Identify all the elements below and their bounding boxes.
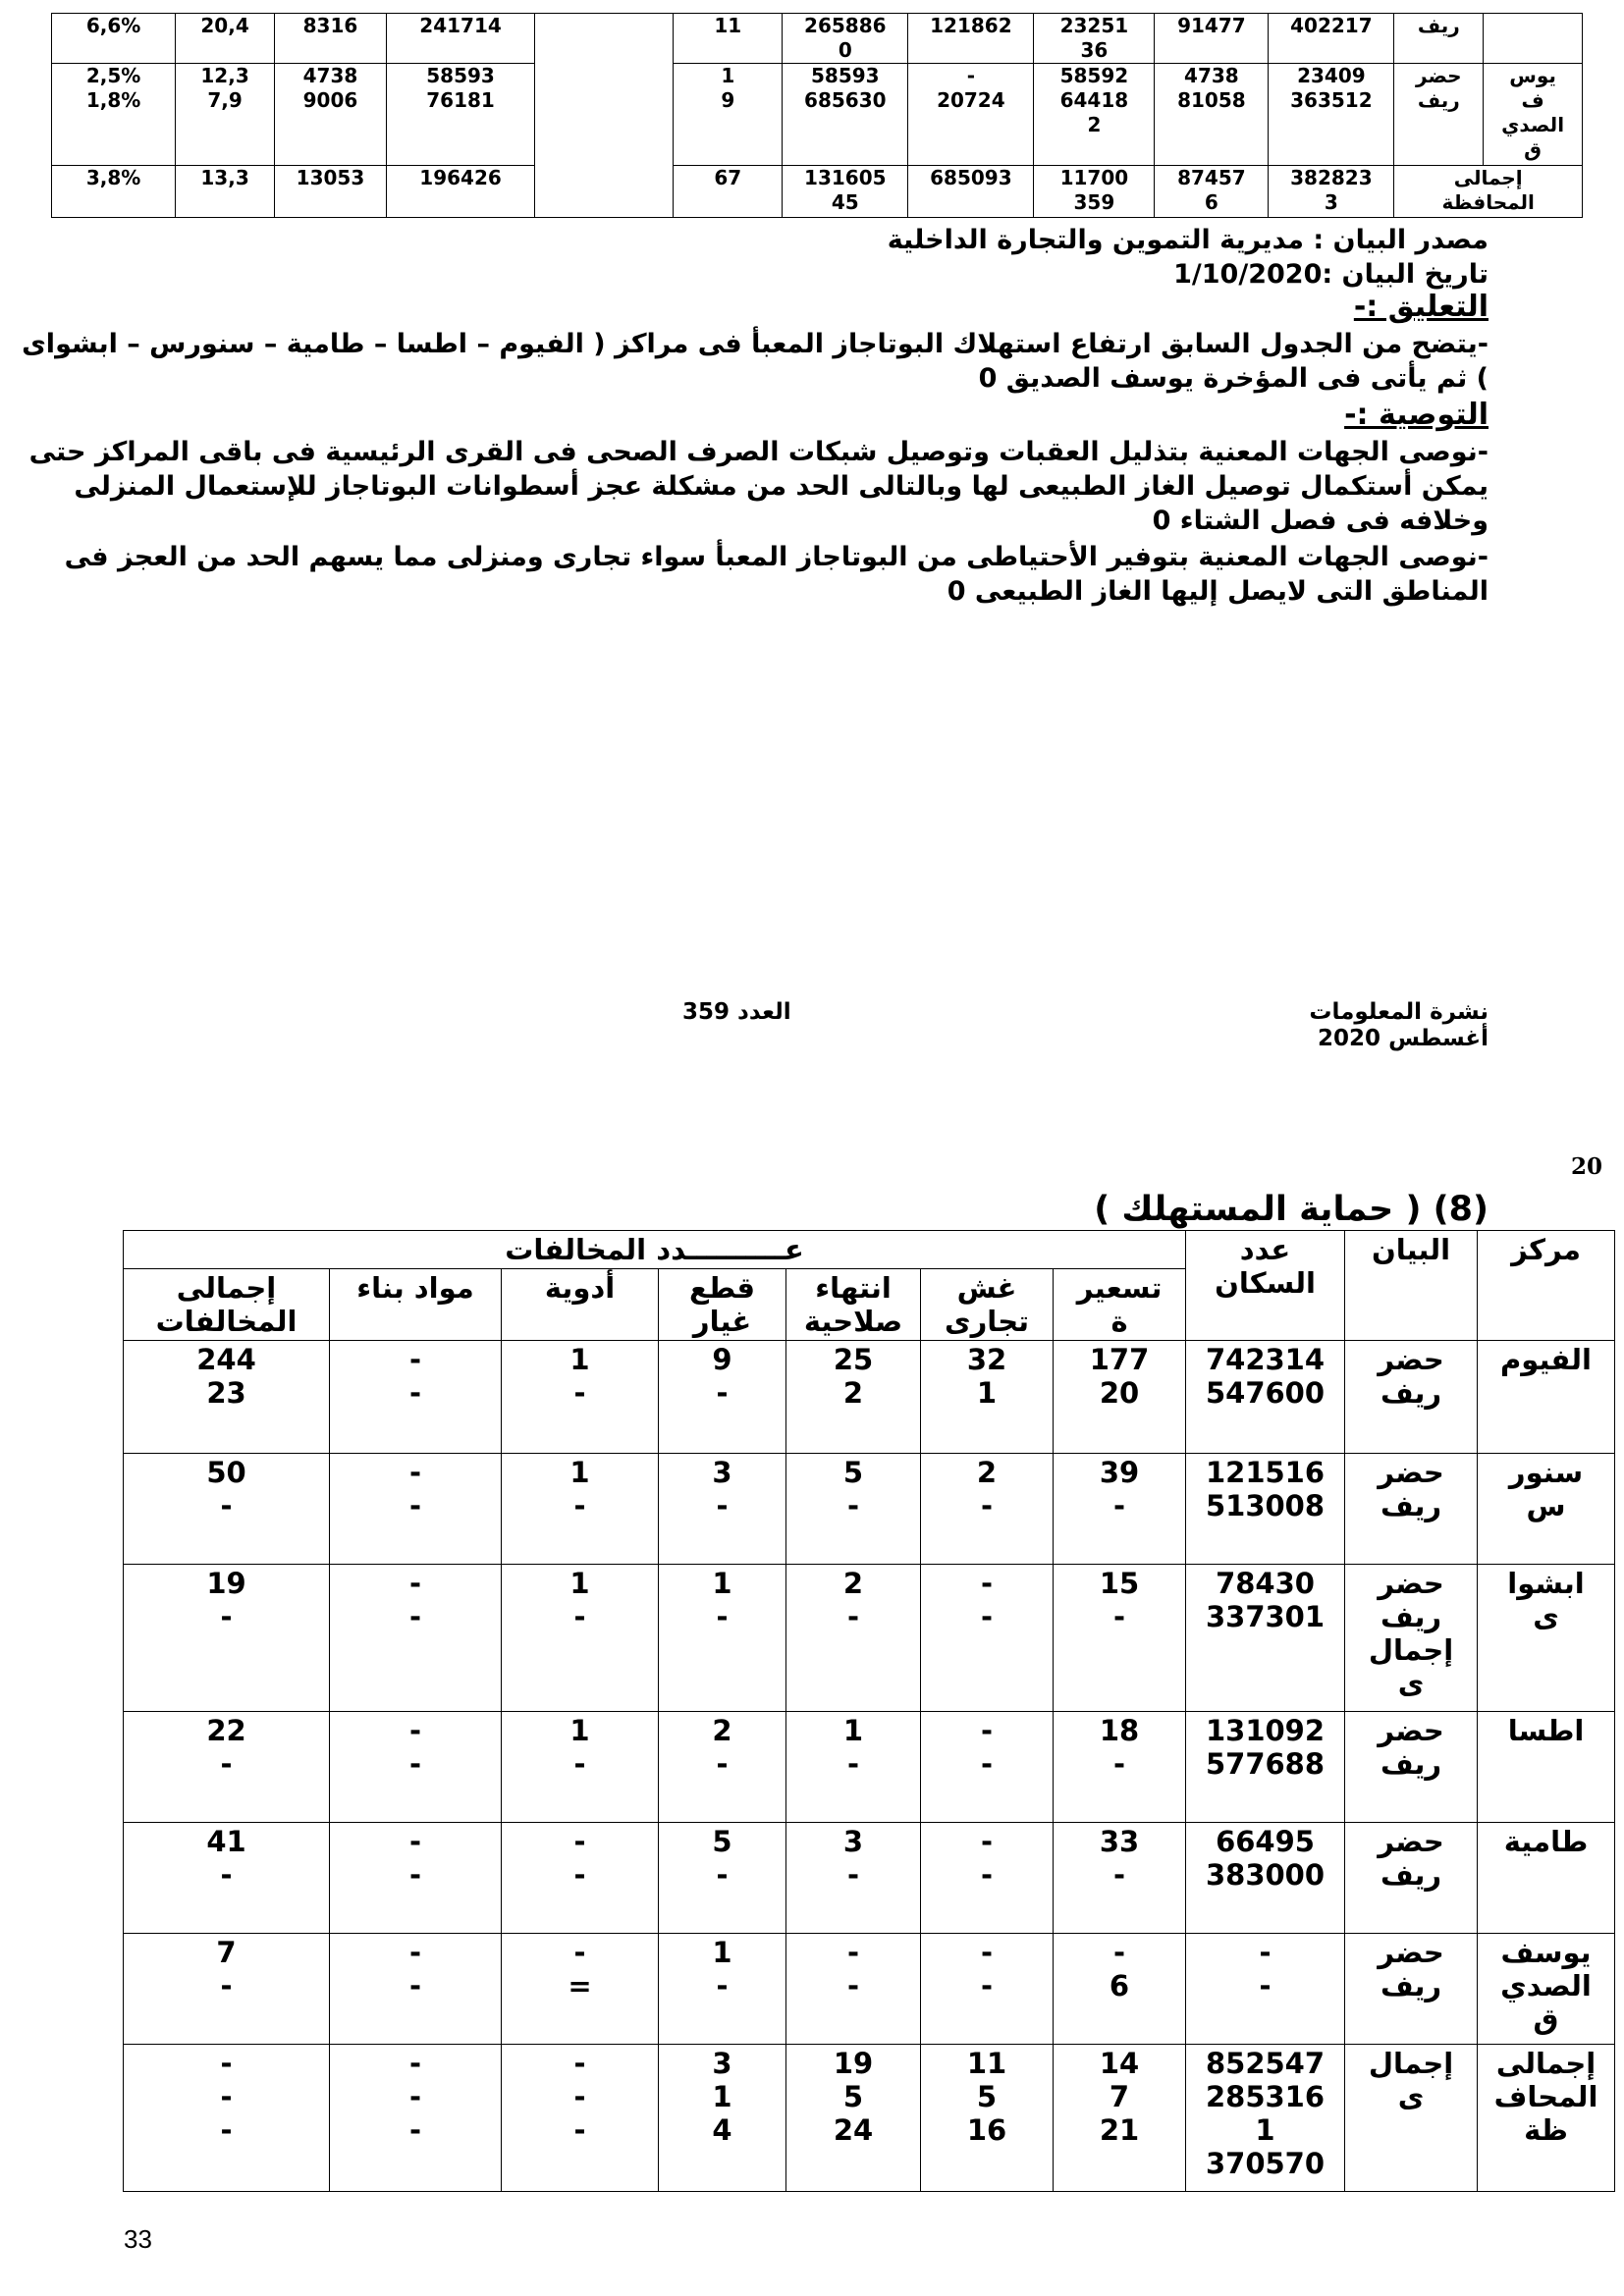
cell-fraud: 11 5 16 bbox=[921, 2045, 1054, 2192]
recommendation-1: -نوصى الجهات المعنية بتذليل العقبات وتوصيل شبكات الصرف الصحى فى القرى الرئيسية فى باقى المراكز حتى يمكن أستكمال توصيل الغاز الطبيعى لها وبالتالى الحد من مشكلة عجز أسطوانات البوتاجاز للإستعمال المنزلى وخلافه فى فصل الشتاء 0 bbox=[28, 437, 1489, 536]
table-row bbox=[52, 14, 1583, 64]
cell-population: 742314 547600 bbox=[1186, 1341, 1345, 1454]
header-total: إجمالى المخالفات bbox=[124, 1269, 330, 1341]
table-cell: 23409 363512 bbox=[1269, 64, 1394, 166]
cell-fraud: - - bbox=[921, 1565, 1054, 1712]
header-medicines: أدوية bbox=[502, 1269, 659, 1341]
header-row bbox=[124, 1231, 1615, 1269]
table-cell: 58593 685630 bbox=[783, 64, 908, 166]
header-center: مركز bbox=[1478, 1231, 1615, 1341]
table-cell: 196426 bbox=[386, 166, 534, 218]
cell-statement: حضر ريف bbox=[1345, 1934, 1478, 2045]
cell-population: 131092 577688 bbox=[1186, 1712, 1345, 1823]
cell-spare: 5 - bbox=[659, 1823, 786, 1934]
cell-statement: حضر ريف إجمال ى bbox=[1345, 1565, 1478, 1712]
table-cell bbox=[1484, 14, 1583, 64]
table-row bbox=[124, 1454, 1615, 1565]
cell-building: - - bbox=[330, 1712, 502, 1823]
issue-number: العدد 359 bbox=[682, 999, 791, 1025]
cell-statement: حضر ريف bbox=[1345, 1712, 1478, 1823]
cell-total: 50 - bbox=[124, 1454, 330, 1565]
table-cell: يوس ف الصدي ق bbox=[1484, 64, 1583, 166]
cell-fraud: - - bbox=[921, 1823, 1054, 1934]
cell-expiry: 5 - bbox=[786, 1454, 921, 1565]
table-cell: 58592 64418 2 bbox=[1034, 64, 1155, 166]
cell-spare: 2 - bbox=[659, 1712, 786, 1823]
table-cell: 67 bbox=[674, 166, 783, 218]
cell-total: 19 - bbox=[124, 1565, 330, 1712]
table-cell: 121862 bbox=[908, 14, 1034, 64]
cell-medicines: 1 - bbox=[502, 1712, 659, 1823]
cell-spare: 9 - bbox=[659, 1341, 786, 1454]
table-cell: 91477 bbox=[1155, 14, 1269, 64]
table-row bbox=[124, 2045, 1615, 2192]
comment-heading-wrap bbox=[16, 290, 1489, 325]
table-cell: حضر ريف bbox=[1394, 64, 1484, 166]
cell-building: - - bbox=[330, 1341, 502, 1454]
cell-total: 22 - bbox=[124, 1712, 330, 1823]
cell-building: - - bbox=[330, 1565, 502, 1712]
cell-expiry: - - bbox=[786, 1934, 921, 2045]
cell-total: 244 23 bbox=[124, 1341, 330, 1454]
cell-pricing: 15 - bbox=[1054, 1565, 1186, 1712]
cell-center: ابشوا ى bbox=[1478, 1565, 1615, 1712]
cell-population: 121516 513008 bbox=[1186, 1454, 1345, 1565]
table-cell: 3,8% bbox=[52, 166, 176, 218]
cell-expiry: 19 5 24 bbox=[786, 2045, 921, 2192]
table-row bbox=[124, 1823, 1615, 1934]
table-cell: 131605 45 bbox=[783, 166, 908, 218]
cell-pricing: 39 - bbox=[1054, 1454, 1186, 1565]
table-cell: - 20724 bbox=[908, 64, 1034, 166]
cell-statement: حضر ريف bbox=[1345, 1823, 1478, 1934]
cell-building: - - bbox=[330, 1934, 502, 2045]
table-cell: 12,3 7,9 bbox=[176, 64, 275, 166]
cell-fraud: 32 1 bbox=[921, 1341, 1054, 1454]
cell-population: - - bbox=[1186, 1934, 1345, 2045]
cell-total: 41 - bbox=[124, 1823, 330, 1934]
table-cell: 685093 bbox=[908, 166, 1034, 218]
cell-statement: حضر ريف bbox=[1345, 1341, 1478, 1454]
violations-table bbox=[123, 1230, 1615, 2192]
table-cell: إجمالى المحافظة bbox=[1394, 166, 1583, 218]
cell-spare: 3 1 4 bbox=[659, 2045, 786, 2192]
cell-pricing: 18 - bbox=[1054, 1712, 1186, 1823]
cell-spare: 3 - bbox=[659, 1454, 786, 1565]
cell-expiry: 2 - bbox=[786, 1565, 921, 1712]
cell-population: 852547 285316 1 370570 bbox=[1186, 2045, 1345, 2192]
cell-fraud: 2 - bbox=[921, 1454, 1054, 1565]
table-cell: 4738 81058 bbox=[1155, 64, 1269, 166]
table-cell: 2,5% 1,8% bbox=[52, 64, 176, 166]
cell-medicines: - - bbox=[502, 1823, 659, 1934]
table-cell: 87457 6 bbox=[1155, 166, 1269, 218]
cell-center: سنور س bbox=[1478, 1454, 1615, 1565]
cell-center: يوسف الصدي ق bbox=[1478, 1934, 1615, 2045]
cell-pricing: 33 - bbox=[1054, 1823, 1186, 1934]
table-row bbox=[124, 1712, 1615, 1823]
cell-medicines: - - - bbox=[502, 2045, 659, 2192]
bulletin-month: أغسطس 2020 bbox=[1318, 1026, 1489, 1051]
cell-fraud: - - bbox=[921, 1712, 1054, 1823]
cell-pricing: 177 20 bbox=[1054, 1341, 1186, 1454]
source-note: مصدر البيان : مديرية التموين والتجارة الداخلية bbox=[887, 225, 1489, 255]
table-cell: 4738 9006 bbox=[274, 64, 386, 166]
cell-building: - - - bbox=[330, 2045, 502, 2192]
table-cell: 13,3 bbox=[176, 166, 275, 218]
table-cell: 20,4 bbox=[176, 14, 275, 64]
table-cell: 11700 359 bbox=[1034, 166, 1155, 218]
cell-total: 7 - bbox=[124, 1934, 330, 2045]
cell-center: اطسا bbox=[1478, 1712, 1615, 1823]
date-note: تاريخ البيان :1/10/2020 bbox=[1173, 259, 1489, 290]
table-cell: 23251 36 bbox=[1034, 14, 1155, 64]
cell-expiry: 1 - bbox=[786, 1712, 921, 1823]
cell-statement: حضر ريف bbox=[1345, 1454, 1478, 1565]
table-cell: 402217 bbox=[1269, 14, 1394, 64]
table-cell: 13053 bbox=[274, 166, 386, 218]
cell-building: - - bbox=[330, 1454, 502, 1565]
recommend-heading: التوصية :- bbox=[1344, 398, 1489, 432]
page-number: 33 bbox=[124, 2224, 152, 2254]
header-fraud: غش تجارى bbox=[921, 1269, 1054, 1341]
table-row bbox=[124, 1934, 1615, 2045]
cell-fraud: - - bbox=[921, 1934, 1054, 2045]
table-cell: 265886 0 bbox=[783, 14, 908, 64]
cell-building: - - bbox=[330, 1823, 502, 1934]
table-cell: 241714 bbox=[386, 14, 534, 64]
cell-medicines: - = bbox=[502, 1934, 659, 2045]
cell-medicines: 1 - bbox=[502, 1565, 659, 1712]
recommendation-2: -نوصى الجهات المعنية بتوفير الأحتياطى من البوتاجاز المعبأ سواء تجارى ومنزلى مما يسهم الحد من العجز فى المناطق التى لايصل إليها الغاز الطبيعى 0 bbox=[64, 542, 1489, 607]
table-cell-empty bbox=[535, 14, 674, 218]
table-cell: 382823 3 bbox=[1269, 166, 1394, 218]
table-row bbox=[124, 1565, 1615, 1712]
table-row bbox=[52, 166, 1583, 218]
comment-text: -يتضح من الجدول السابق ارتفاع استهلاك البوتاجاز المعبأ فى مراكز ( الفيوم – اطسا – طامية – سنورس – ابشواى ) ثم يأتى فى المؤخرة يوسف الصديق 0 bbox=[22, 329, 1489, 394]
cell-expiry: 3 - bbox=[786, 1823, 921, 1934]
header-building: مواد بناء bbox=[330, 1269, 502, 1341]
table-cell: 8316 bbox=[274, 14, 386, 64]
cell-spare: 1 - bbox=[659, 1934, 786, 2045]
table-row bbox=[52, 64, 1583, 166]
table-row bbox=[124, 1341, 1615, 1454]
table-cell: 6,6% bbox=[52, 14, 176, 64]
header-population: عدد السكان bbox=[1186, 1231, 1345, 1341]
header-spare-parts: قطع غيار bbox=[659, 1269, 786, 1341]
header-expiry: انتهاء صلاحية bbox=[786, 1269, 921, 1341]
cell-population: 78430 337301 bbox=[1186, 1565, 1345, 1712]
table-cell: ريف bbox=[1394, 14, 1484, 64]
table-cell: 58593 76181 bbox=[386, 64, 534, 166]
cell-center: إجمالى المحاف ظة bbox=[1478, 2045, 1615, 2192]
cell-pricing: 14 7 21 bbox=[1054, 2045, 1186, 2192]
consumption-table bbox=[51, 13, 1583, 218]
comment-heading: التعليق :- bbox=[1353, 290, 1489, 324]
section-title: (8) ( حماية المستهلك ) bbox=[1094, 1190, 1489, 1229]
cell-medicines: 1 - bbox=[502, 1341, 659, 1454]
cell-expiry: 25 2 bbox=[786, 1341, 921, 1454]
table-cell: 11 bbox=[674, 14, 783, 64]
cell-total: - - - bbox=[124, 2045, 330, 2192]
cell-center: طامية bbox=[1478, 1823, 1615, 1934]
cell-statement: إجمال ى bbox=[1345, 2045, 1478, 2192]
header-pricing: تسعير ة bbox=[1054, 1269, 1186, 1341]
header-violations: عــــــــــدد المخالفات bbox=[124, 1231, 1186, 1269]
cell-center: الفيوم bbox=[1478, 1341, 1615, 1454]
cell-medicines: 1 - bbox=[502, 1454, 659, 1565]
cell-spare: 1 - bbox=[659, 1565, 786, 1712]
table-cell: 1 9 bbox=[674, 64, 783, 166]
header-statement: البيان bbox=[1345, 1231, 1478, 1341]
cell-pricing: - 6 bbox=[1054, 1934, 1186, 2045]
bulletin-name: نشرة المعلومات bbox=[1309, 999, 1489, 1025]
recommend-heading-wrap bbox=[16, 398, 1489, 433]
page-corner-number: 20 bbox=[1571, 1153, 1603, 1180]
cell-population: 66495 383000 bbox=[1186, 1823, 1345, 1934]
